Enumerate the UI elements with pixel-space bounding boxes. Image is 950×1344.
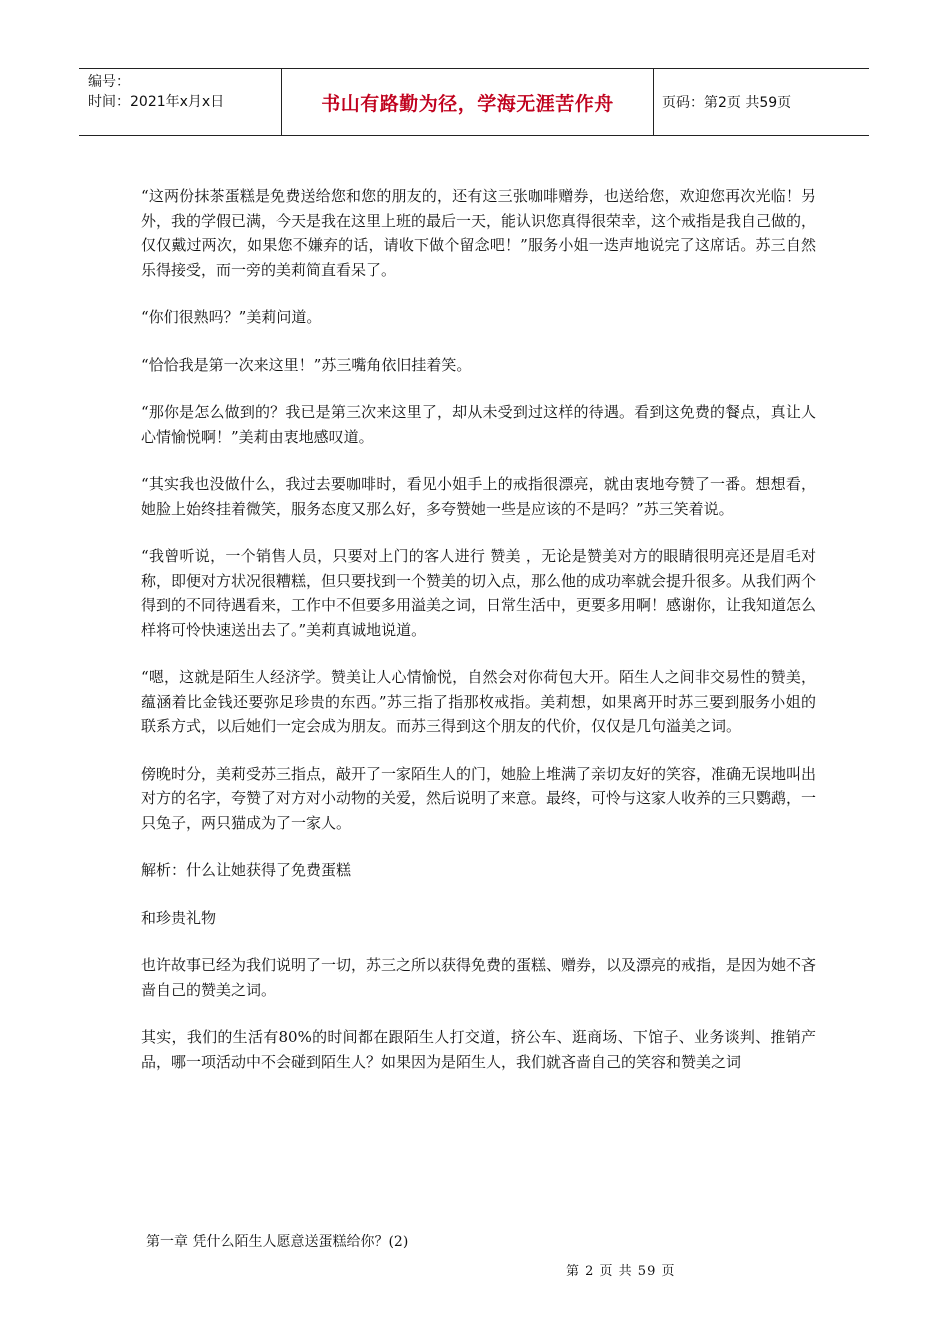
document-date-label: 时间：2021年x月x日 [88,94,225,110]
analysis-heading: 解析：什么让她获得了免费蛋糕 [141,861,352,879]
header-motto: 书山有路勤为径，学海无涯苦作舟 [282,69,654,135]
paragraph: 其实，我们的生活有80%的时间都在跟陌生人打交道，挤公车、逛商场、下馆子、业务谈判、推销产品，哪一项活动中不会碰到陌生人？如果因为是陌生人，我们就吝啬自己的笑容和赞美之词 [141,1028,816,1071]
paragraph: “这两份抹茶蛋糕是免费送给您和您的朋友的，还有这三张咖啡赠券，也送给您，欢迎您再次光临！另外，我的学假已满，今天是我在这里上班的最后一天，能认识您真得很荣幸，这个戒指是我自己做的，仅仅戴过两次，如果您不嫌弃的话，请收下做个留念吧！”服务小姐一迭声地说完了这席话。苏三自然乐得接受，而一旁的美莉简直看呆了。 [141,187,817,279]
paragraph: 也许故事已经为我们说明了一切，苏三之所以获得免费的蛋糕、赠券，以及漂亮的戒指，是因为她不吝啬自己的赞美之词。 [141,956,817,999]
document-body [141,184,816,1097]
paragraph: 傍晚时分，美莉受苏三指点，敲开了一家陌生人的门，她脸上堆满了亲切友好的笑容，准确无误地叫出对方的名字，夸赞了对方对小动物的关爱，然后说明了来意。最终，可怜与这家人收养的三只鹦鹉，一只兔子，两只猫成为了一家人。 [141,764,817,832]
paragraph: “我曾听说，一个销售人员，只要对上门的客人进行 赞美 ，无论是赞美对方的眼睛很明亮还是眉毛对称，即便对方状况很糟糕，但只要找到一个赞美的切入点，那么他的成功率就会提升很多。从我们两个得到的不同待遇看来，工作中不但要多用溢美之词，日常生活中，更要多用啊！感谢你，让我知道怎么样将可怜快速送出去了。”美莉真诚地说道。 [141,547,817,639]
chapter-title: 第一章 凭什么陌生人愿意送蛋糕给你？(2) [146,1234,409,1250]
header-info-cell [79,69,282,135]
page-footer: 第 2 页 共 59 页 [566,1264,676,1279]
paragraph: “嗯，这就是陌生人经济学。赞美让人心情愉悦，自然会对你荷包大开。陌生人之间非交易性的赞美，蕴涵着比金钱还要弥足珍贵的东西。”苏三指了指那枚戒指。美莉想，如果离开时苏三要到服务小姐的联系方式，以后她们一定会成为朋友。而苏三得到这个朋友的代价，仅仅是几句溢美之词。 [141,668,816,735]
header-page-number: 页码：第2页 共59页 [662,95,792,111]
page-header [79,68,869,136]
paragraph: “那你是怎么做到的？我已是第三次来这里了，却从未受到过这样的待遇。看到这免费的餐点，真让人心情愉悦啊！”美莉由衷地感叹道。 [141,403,816,446]
analysis-heading-continued: 和珍贵礼物 [141,908,217,927]
paragraph: “你们很熟吗？”美莉问道。 [141,308,322,326]
paragraph: “其实我也没做什么，我过去要咖啡时，看见小姐手上的戒指很漂亮，就由衷地夸赞了一番。想想看，她脸上始终挂着微笑，服务态度又那么好，多夸赞她一些是应该的不是吗？”苏三笑着说。 [141,475,816,518]
document-number-label: 编号： [88,74,130,90]
paragraph: “恰恰我是第一次来这里！”苏三嘴角依旧挂着笑。 [141,355,472,374]
